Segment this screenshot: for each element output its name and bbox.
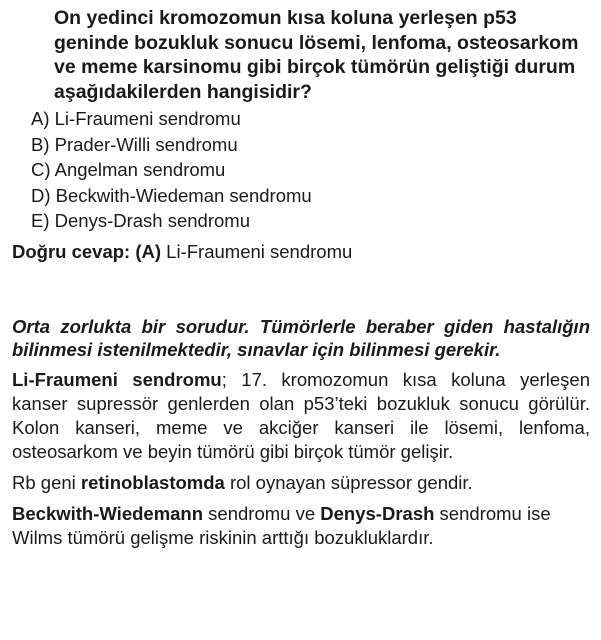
rb-gene-description: rol oynayan süpressor gendir. [224,471,473,493]
retinoblastoma-term: retinoblastomda [80,471,225,493]
correct-answer-label: Doğru cevap: (A) [12,240,162,262]
option-a: A) Li-Fraumeni sendromu [31,108,241,129]
answer-options [12,106,590,234]
explanation-li-fraumeni [12,368,590,464]
option-c: C) Angelman sendromu [31,159,226,180]
explanation-rb-gene [12,471,590,495]
rb-gene-intro: Rb geni [12,471,81,493]
explanation-wilms [12,502,590,550]
question-text: On yedinci kromozomun kısa koluna yerleşen p53 geninde bozukluk sonucu lösemi, lenfoma, osteosarkom ve meme karsinomu gibi birçok tümörün geliştiği durum aşağıdakilerden hangisidir? [54,7,579,103]
correct-answer-text: Li-Fraumeni sendromu [161,240,353,262]
correct-answer [12,239,590,264]
wilms-description: sendromu ise Wilms tümörü gelişme riskinin arttığı bozukluklardır. [12,502,551,548]
li-fraumeni-term: Li-Fraumeni sendromu [12,368,222,390]
li-fraumeni-description: ; 17. kromozomun kısa koluna yerleşen kanser supressör genlerden olan p53’teki bozukluk sonucu görülür. Kolon kanseri, meme ve akciğer kanseri ile lösemi, lenfoma, osteosarkom ve beyin tümörü gibi birçok tümör gelişir. [12,368,590,462]
difficulty-note: Orta zorlukta bir sorudur. Tümörlerle beraber giden hastalığın bilinmesi istenilmektedir, sınavlar için bilinmesi gerekir. [12,315,590,360]
denys-drash-term: Denys-Drash [320,502,435,524]
wilms-connector: sendromu ve [203,502,321,524]
option-d: D) Beckwith-Wiedeman sendromu [31,184,312,206]
beckwith-term: Beckwith-Wiedemann [12,502,204,524]
option-b: B) Prader-Willi sendromu [31,133,238,155]
question-page [12,6,590,550]
option-e: E) Denys-Drash sendromu [31,210,250,231]
